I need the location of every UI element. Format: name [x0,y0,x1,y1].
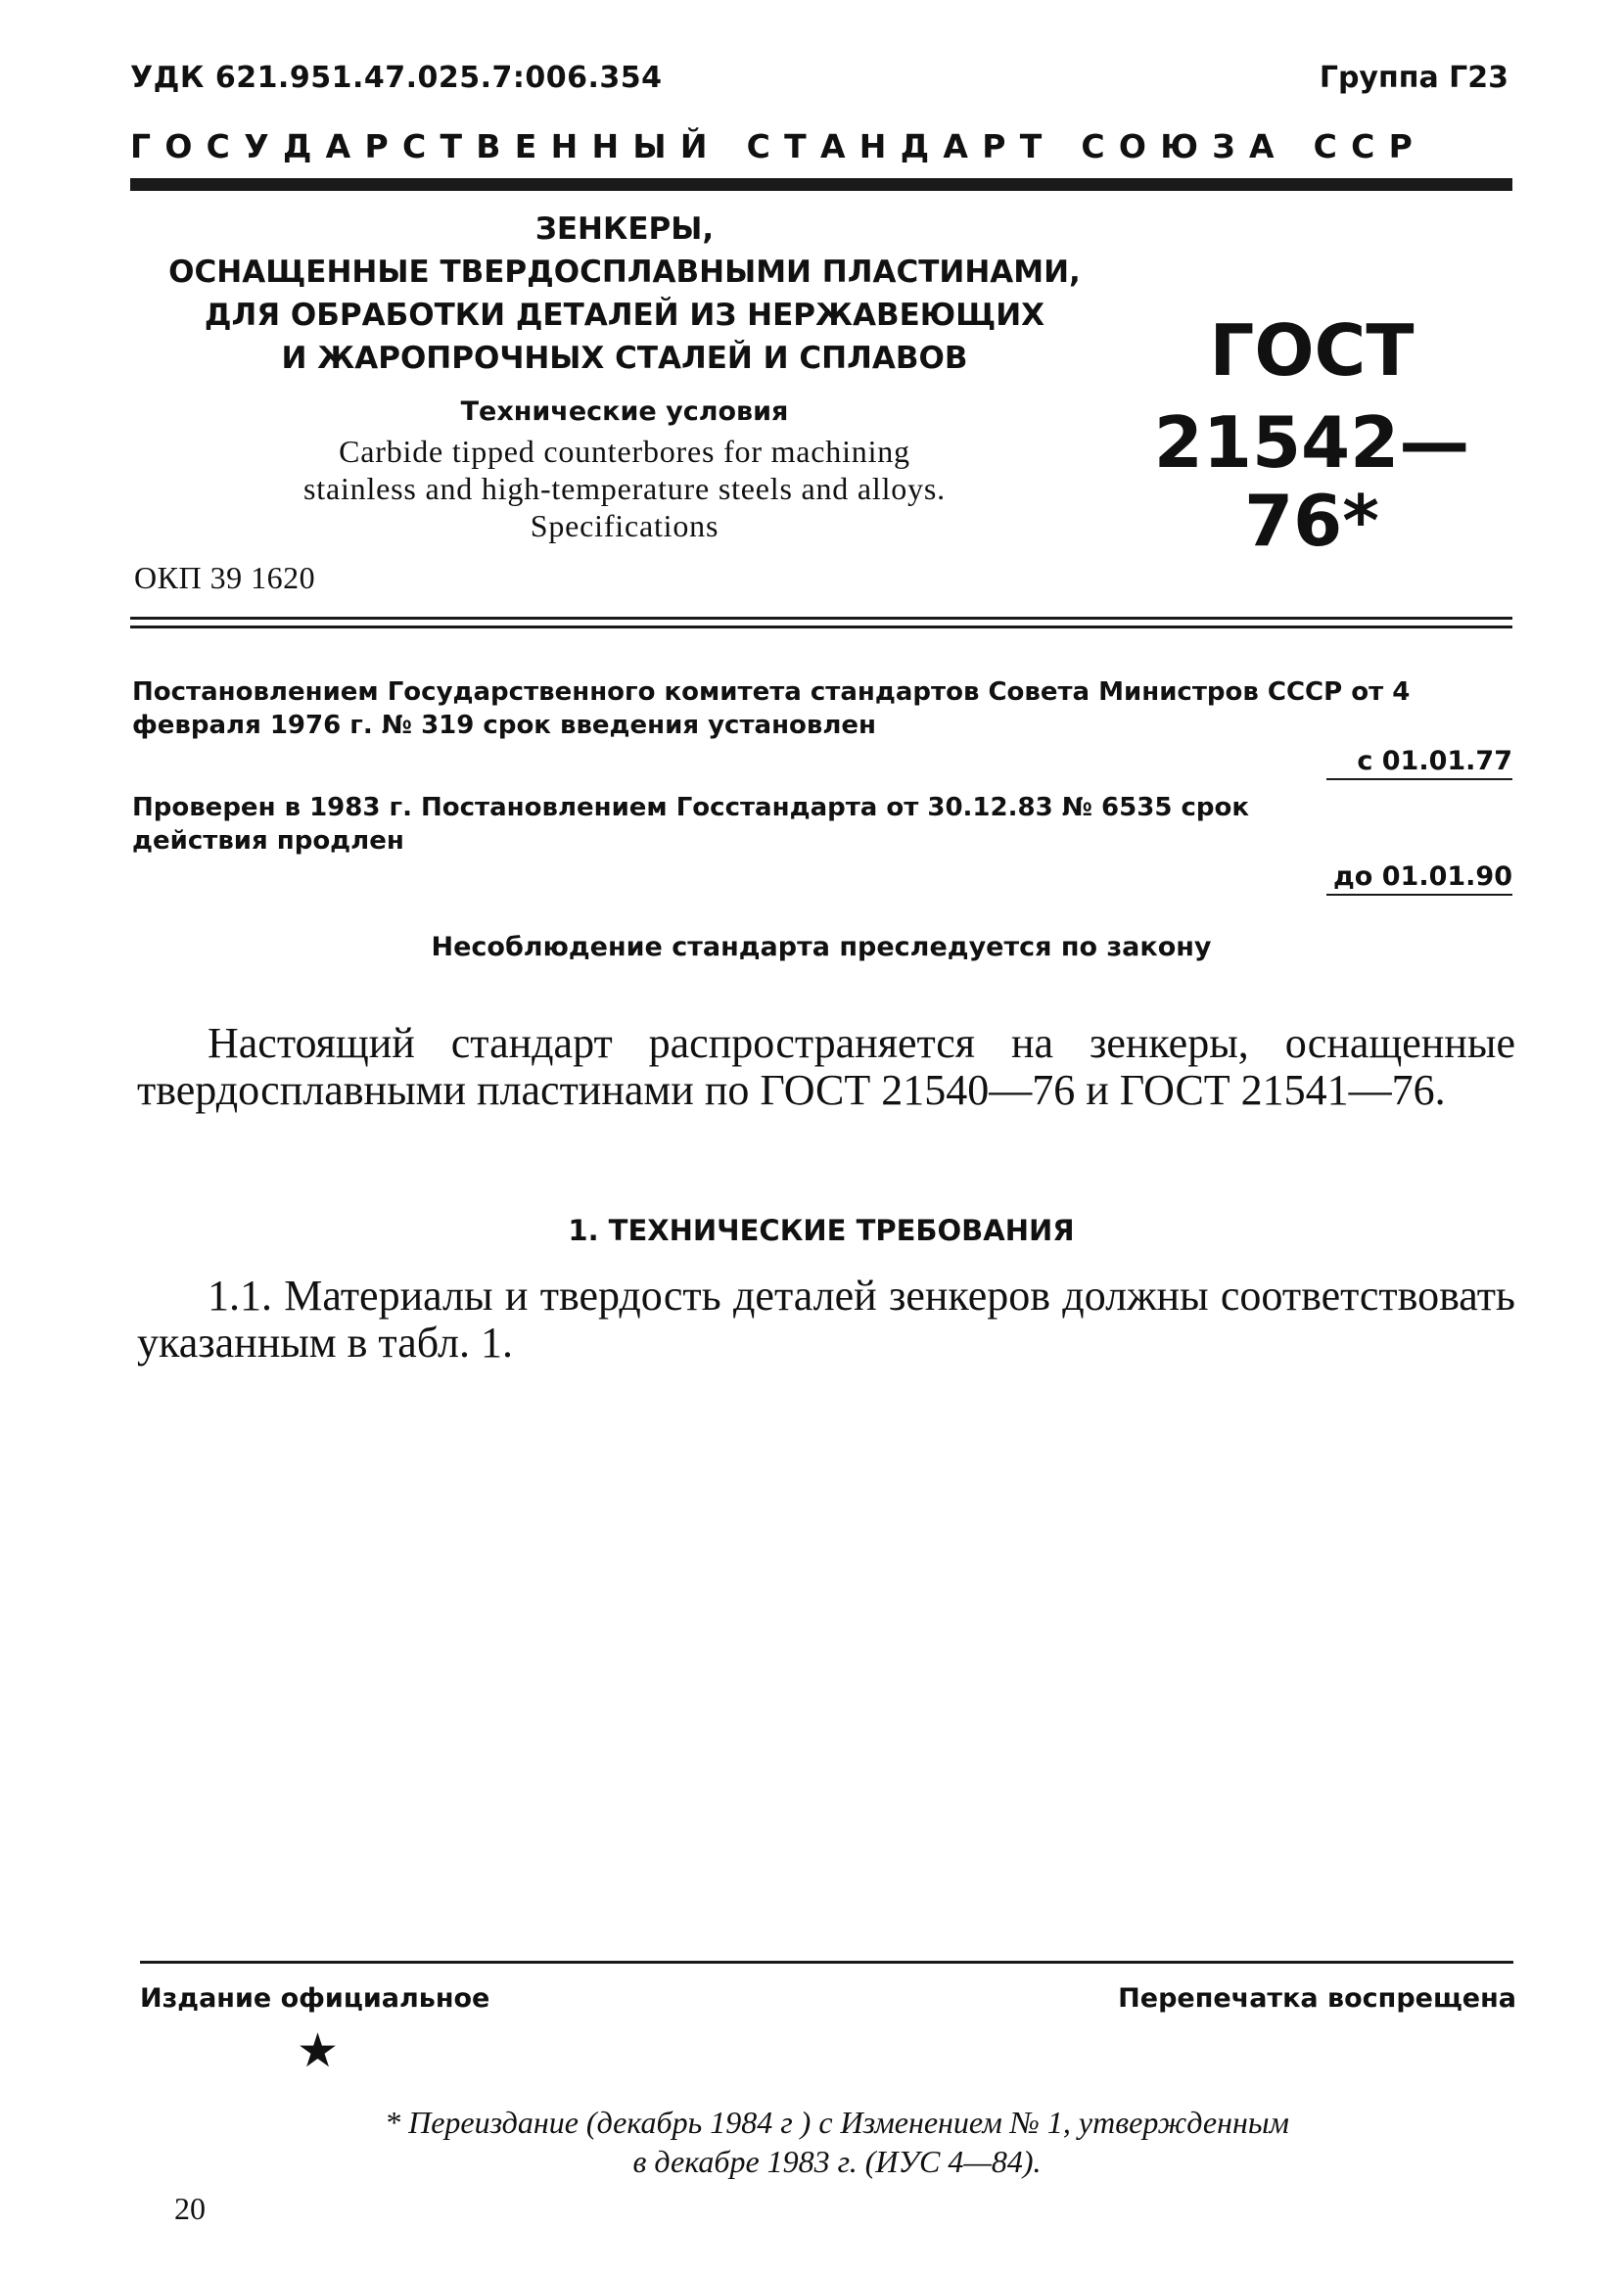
intro-paragraph: Настоящий стандарт распространяется на зенкеры, оснащенные твердосплавными пластинами по ГОСТ 21540—76 и ГОСТ 21541—76. [137,1019,1515,1114]
header-divider [130,178,1512,191]
english-title-line: Specifications [530,508,719,543]
udk-code: УДК 621.951.47.025.7:006.354 [130,61,663,95]
effective-date: с 01.01.77 [1326,746,1512,780]
english-title [130,433,1119,544]
state-standard-header: ГОСУДАРСТВЕННЫЙ СТАНДАРТ СОЮЗА ССР [130,127,1427,165]
title-line: ОСНАЩЕННЫЕ ТВЕРДОСПЛАВНЫМИ ПЛАСТИНАМИ, [168,255,1081,290]
reprint-notice: Перепечатка воспрещена [1118,1983,1516,2014]
extended-date: до 01.01.90 [1326,861,1512,896]
footer-divider [140,1961,1513,1964]
title-divider [130,617,1512,628]
okp-code: ОКП 39 1620 [134,560,316,595]
reissue-note [225,2103,1449,2181]
clause-1-1: 1.1. Материалы и твердость деталей зенкеров должны соответствовать указанным в табл. 1. [137,1272,1515,1367]
english-title-line: stainless and high-temperature steels and alloys. [303,471,946,506]
title-line: ДЛЯ ОБРАБОТКИ ДЕТАЛЕЙ ИЗ НЕРЖАВЕЮЩИХ [204,298,1045,333]
title-line: ЗЕНКЕРЫ, [534,211,715,247]
title-line: И ЖАРОПРОЧНЫХ СТАЛЕЙ И СПЛАВОВ [281,341,968,376]
gost-label: ГОСТ [1209,309,1415,392]
checked-note: Проверен в 1983 г. Постановлением Госстандарта от 30.12.83 № 6535 срок действия продлен [132,793,1250,856]
section-title: 1. ТЕХНИЧЕСКИЕ ТРЕБОВАНИЯ [568,1214,1075,1247]
law-notice: Несоблюдение стандарта преследуется по закону [431,932,1212,962]
edition-label: Издание официальное [140,1983,490,2014]
group-code: Группа Г23 [1319,61,1508,95]
document-subtitle: Технические условия [460,396,789,427]
document-title [130,208,1119,380]
reissue-line: в декабре 1983 г. (ИУС 4—84). [632,2144,1042,2179]
english-title-line: Carbide tipped counterbores for machining [339,434,910,469]
reissue-line: * Переиздание (декабрь 1984 г ) с Изменением № 1, утвержденным [385,2105,1289,2140]
star-icon: ★ [297,2025,340,2077]
page-number: 20 [174,2191,206,2226]
approval-decree: Постановлением Государственного комитета стандартов Совета Министров СССР от 4 февраля 1976 г. № 319 срок введения установлен [132,677,1411,740]
gost-number: 21542—76* [1153,401,1470,562]
